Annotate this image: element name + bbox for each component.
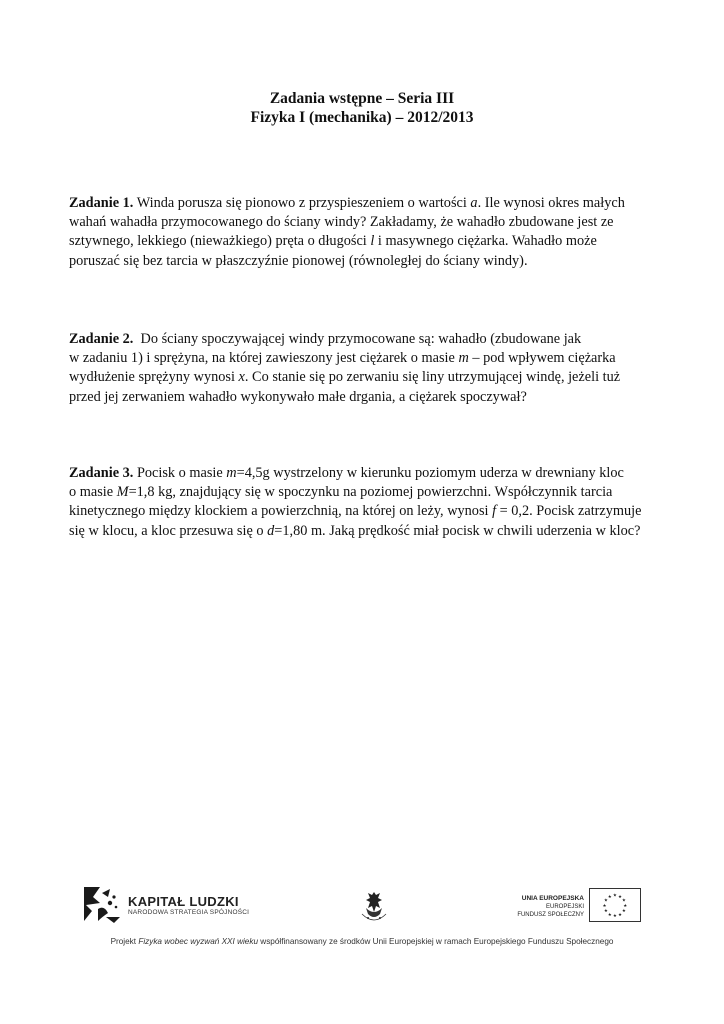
task-text: wydłużenie sprężyny wynosi	[69, 369, 239, 386]
task-3	[69, 464, 669, 541]
math-var: l	[370, 233, 375, 250]
task-text: kinetycznego między klockiem a powierzchnią, na której on leży, wynosi	[69, 503, 493, 520]
eu-star-icon: ★	[618, 894, 623, 900]
task-line	[69, 194, 669, 213]
task-1	[69, 194, 669, 271]
eu-star-icon: ★	[603, 898, 609, 904]
kapital-ludzki-title: KAPITAŁ LUDZKI	[128, 894, 239, 909]
task-text: = 0,2. Pocisk zatrzymuje	[496, 503, 642, 520]
eu-title: UNIA EUROPEJSKA	[521, 895, 584, 902]
kapital-ludzki-logo-icon	[80, 883, 124, 925]
eu-line-3: FUNDUSZ SPOŁECZNY	[517, 912, 584, 918]
math-var: m	[226, 465, 237, 481]
task-text: w zadaniu 1) i sprężyna, na której zawieszony jest ciężarek o masie	[69, 350, 459, 367]
task-label: Zadanie 1.	[69, 195, 134, 211]
task-line	[69, 464, 669, 483]
task-text: =1,80 m. Jaką prędkość miał pocisk w chwili uderzenia w kloc?	[274, 522, 641, 539]
task-line	[69, 502, 669, 521]
task-text: Do ściany spoczywającej windy przymocowane są: wahadło (zbudowane jak	[140, 331, 582, 347]
math-var: a	[470, 195, 478, 211]
eu-star-icon: ★	[623, 903, 628, 909]
task-text: Winda porusza się pionowo z przyspieszeniem o wartości	[136, 195, 471, 211]
eu-star-icon: ★	[607, 894, 612, 900]
task-text: =1,8 kg, znajdujący się w spoczynku na poziomej powierzchni. Współczynnik tarcia	[128, 484, 613, 501]
kapital-ludzki-subtitle: NARODOWA STRATEGIA SPÓJNOŚCI	[128, 909, 250, 916]
note-text: Projekt	[110, 937, 139, 946]
task-line	[69, 388, 669, 407]
eu-star-icon: ★	[618, 912, 623, 918]
task-line	[69, 349, 669, 368]
task-text: . Co stanie się po zerwaniu się liny utrzymującej windę, jeżeli tuż	[244, 369, 621, 386]
task-line	[69, 483, 669, 502]
eu-star-icon: ★	[603, 909, 609, 915]
task-line	[69, 213, 669, 232]
task-text: Pocisk o masie	[136, 465, 227, 481]
task-text: – pod wpływem ciężarka	[468, 350, 616, 367]
task-line	[69, 232, 669, 251]
eu-star-icon: ★	[612, 893, 618, 899]
eu-text	[492, 895, 584, 919]
task-text: i masywnego ciężarka. Wahadło może	[374, 233, 597, 250]
eu-star-icon: ★	[621, 909, 627, 915]
task-line	[69, 330, 669, 349]
task-label: Zadanie 3.	[69, 465, 134, 481]
math-var: d	[267, 522, 275, 539]
task-text: o masie	[69, 484, 117, 501]
task-text: . Ile wynosi okres małych	[477, 195, 625, 211]
math-var: f	[492, 503, 497, 520]
title-line-2: Fizyka I (mechanika) – 2012/2013	[250, 109, 474, 126]
project-name: Fizyka wobec wyzwań XXI wieku	[138, 937, 258, 946]
task-text: wahań wahadła przymocowanego do ściany windy? Zakładamy, że wahadło zbudowane jest ze	[69, 214, 614, 231]
task-text: poruszać się bez tarcia w płaszczyźnie pionowej (równoległej do ściany windy).	[69, 252, 528, 269]
eu-star-icon: ★	[621, 898, 627, 904]
eu-star-icon: ★	[602, 903, 607, 909]
kapital-ludzki-text	[128, 895, 249, 916]
note-text: współfinansowany ze środków Unii Europejskiej w ramach Europejskiego Funduszu Społecznego	[258, 937, 614, 946]
task-2	[69, 330, 669, 407]
math-var: M	[116, 484, 129, 501]
task-label: Zadanie 2.	[69, 331, 134, 347]
task-line	[69, 252, 669, 271]
task-text: przed jej zerwaniem wahadło wykonywało małe drgania, a ciężarek spoczywał?	[69, 388, 527, 405]
math-var: m	[458, 350, 469, 367]
eu-star-icon: ★	[612, 914, 618, 920]
task-text: =4,5g wystrzelony w kierunku poziomym uderza w drewniany kloc	[236, 465, 624, 481]
eu-star-icon: ★	[607, 912, 612, 918]
task-line	[69, 368, 669, 387]
task-line	[69, 522, 669, 541]
document-title	[0, 89, 724, 127]
university-seal-icon	[354, 884, 394, 926]
task-text: sztywnego, lekkiego (nieważkiego) pręta o długości	[69, 233, 371, 250]
math-var: x	[238, 369, 245, 386]
eu-flag-icon	[589, 888, 641, 922]
project-note	[0, 937, 724, 946]
eu-line-2: EUROPEJSKI	[545, 904, 584, 910]
title-line-1: Zadania wstępne – Seria III	[269, 90, 455, 107]
task-text: się w klocu, a kloc przesuwa się o	[69, 522, 268, 539]
